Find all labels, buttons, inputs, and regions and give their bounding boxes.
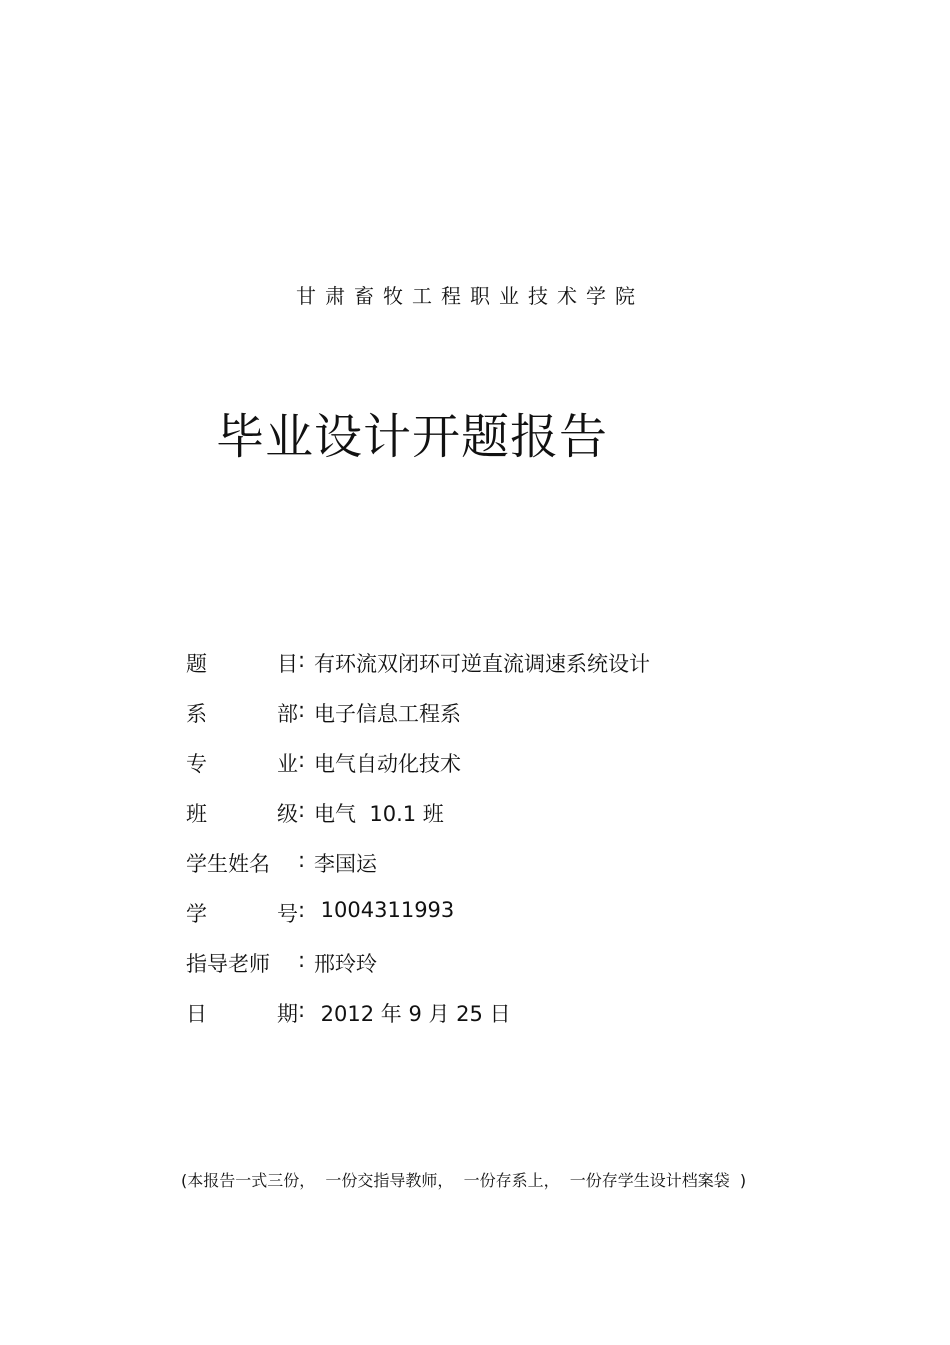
info-fields (186, 648, 650, 1048)
field-label: 日 期 (186, 1002, 298, 1026)
field-colon: : (298, 948, 306, 972)
report-title: 毕业设计开题报告 (216, 409, 609, 465)
field-colon: : (298, 748, 306, 772)
field-colon: : (298, 648, 306, 672)
field-value-topic: 有环流双闭环可逆直流调速系统设计 (314, 652, 650, 676)
field-colon: : (298, 848, 306, 872)
school-name: 甘肃畜牧工程职业技术学院 (296, 284, 644, 308)
field-value-major: 电气自动化技术 (314, 752, 461, 776)
field-label: 题 目 (186, 652, 298, 676)
field-value-advisor: 邢玲玲 (314, 952, 377, 976)
field-colon: : (298, 898, 306, 922)
field-label: 系 部 (186, 702, 298, 726)
field-student-id (186, 898, 650, 948)
field-label: 专 业 (186, 752, 298, 776)
field-advisor (186, 948, 650, 998)
field-value-date: 2012 年 9 月 25 日 (314, 1002, 511, 1026)
field-value-class: 电气 10.1 班 (314, 802, 444, 826)
field-colon: : (298, 698, 306, 722)
field-date (186, 998, 650, 1048)
field-label: 学 号 (186, 902, 298, 926)
copies-note: (本报告一式三份， 一份交指导教师， 一份存系上， 一份存学生设计档案袋 ) (181, 1171, 747, 1190)
field-label: 学生姓名 (186, 852, 270, 876)
field-colon: : (298, 998, 306, 1022)
field-class (186, 798, 650, 848)
field-label: 指导老师 (186, 952, 270, 976)
field-value-student-name: 李国运 (314, 852, 377, 876)
field-label: 班 级 (186, 802, 298, 826)
field-topic (186, 648, 650, 698)
field-department (186, 698, 650, 748)
field-major (186, 748, 650, 798)
field-colon: : (298, 798, 306, 822)
field-value-student-id: 1004311993 (314, 898, 455, 922)
field-value-department: 电子信息工程系 (314, 702, 461, 726)
field-student-name (186, 848, 650, 898)
